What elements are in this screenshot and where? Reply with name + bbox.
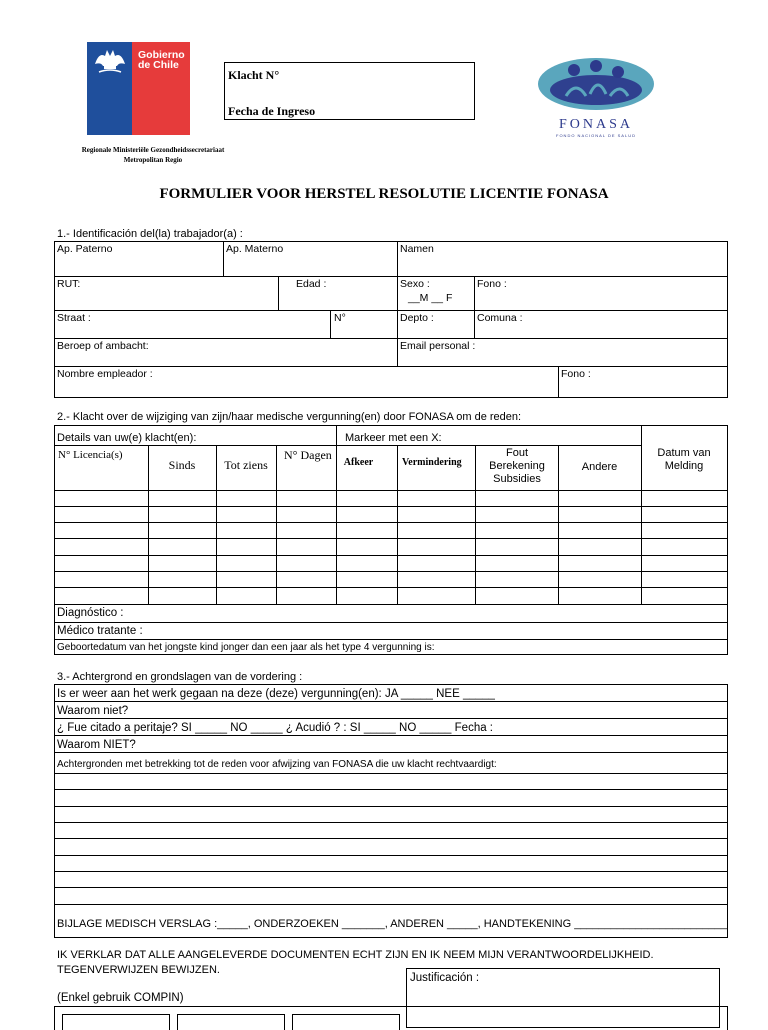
section-2-heading: 2.- Klacht over de wijziging van zijn/haar medische vergunning(en) door FONASA om de reden: bbox=[57, 411, 522, 423]
id-row-line bbox=[54, 366, 728, 367]
entry-date-label: Fecha de Ingreso bbox=[228, 104, 316, 118]
fonasa-name: FONASA bbox=[558, 117, 633, 132]
declaration-line-2: TEGENVERWIJZEN BEWIJZEN. bbox=[57, 964, 220, 976]
bg-line bbox=[54, 904, 728, 905]
id-col-line bbox=[558, 366, 559, 398]
complaint-row-line bbox=[54, 571, 728, 572]
peritaje-question[interactable]: ¿ Fue citado a peritaje? SI _____ NO _____ ¿ Acudió ? : SI _____ NO _____ Fecha : bbox=[57, 722, 493, 734]
comuna-field[interactable]: Comuna : bbox=[477, 312, 523, 324]
bijlage-line[interactable]: BIJLAGE MEDISCH VERSLAG :_____, ONDERZOEKEN _______, ANDEREN _____, HANDTEKENING _________________________ bbox=[57, 918, 728, 930]
fonasa-logo bbox=[536, 56, 656, 138]
compin-field-3[interactable] bbox=[292, 1014, 400, 1030]
bg-line bbox=[54, 752, 728, 753]
email-field[interactable]: Email personal : bbox=[400, 340, 476, 352]
gobierno-de-chile-logo bbox=[87, 42, 190, 135]
sexo-field[interactable]: Sexo : bbox=[400, 278, 430, 290]
bg-line bbox=[54, 887, 728, 888]
beroep-field[interactable]: Beroep of ambacht: bbox=[57, 340, 149, 352]
col-afkeer: Afkeer bbox=[343, 457, 374, 468]
complaint-row-line bbox=[54, 555, 728, 556]
id-row-line bbox=[54, 338, 728, 339]
col-fout: Fout Berekening Subsidies bbox=[489, 447, 545, 485]
namen-field[interactable]: Namen bbox=[400, 243, 434, 255]
col-melding: Datum van Melding bbox=[657, 447, 711, 472]
bg-line bbox=[54, 871, 728, 872]
identification-table bbox=[54, 241, 728, 398]
bg-line bbox=[54, 855, 728, 856]
gobierno-logo-text: Gobierno de Chile bbox=[138, 49, 185, 71]
chile-crest-icon bbox=[91, 46, 129, 76]
claim-number-label: Klacht N° bbox=[228, 68, 280, 82]
col-andere: Andere bbox=[581, 461, 618, 473]
id-row-line bbox=[54, 310, 728, 311]
diagnostico-field[interactable]: Diagnóstico : bbox=[57, 607, 124, 619]
markeer-label: Markeer met een X: bbox=[345, 432, 442, 444]
col-dagen: N° Dagen bbox=[284, 448, 332, 462]
col-tot: Tot ziens bbox=[224, 458, 268, 472]
complaint-row-line bbox=[54, 587, 728, 588]
bg-line bbox=[54, 838, 728, 839]
complaint-line bbox=[54, 445, 641, 446]
compin-label: (Enkel gebruik COMPIN) bbox=[57, 992, 184, 1004]
id-col-line bbox=[278, 276, 279, 310]
achtergronden-label: Achtergronden met betrekking tot de reden voor afwijzing van FONASA die uw klacht rechtvaardigt: bbox=[57, 759, 497, 770]
col-vermindering: Vermindering bbox=[402, 457, 462, 468]
bg-line bbox=[54, 822, 728, 823]
form-title: FORMULIER VOOR HERSTEL RESOLUTIE LICENTIE FONASA bbox=[159, 186, 609, 202]
id-col-line bbox=[397, 338, 398, 366]
sexo-options[interactable]: __M __ F bbox=[408, 292, 453, 304]
rut-field[interactable]: RUT: bbox=[57, 278, 81, 290]
id-col-line bbox=[397, 276, 398, 310]
complaint-row-line bbox=[54, 639, 728, 640]
bg-line bbox=[54, 718, 728, 719]
complaint-col bbox=[397, 445, 398, 604]
complaint-line bbox=[641, 425, 642, 604]
complaint-row-line bbox=[54, 490, 728, 491]
region-line-1: Regionale Ministeriële Gezondheidssecretariaat bbox=[81, 146, 225, 154]
id-col-line bbox=[330, 310, 331, 338]
bg-line bbox=[54, 701, 728, 702]
werk-question[interactable]: Is er weer aan het werk gegaan na deze (deze) vergunning(en): JA _____ NEE _____ bbox=[57, 688, 495, 700]
fonasa-tagline: FONDO NACIONAL DE SALUD bbox=[556, 133, 636, 138]
complaint-row-line bbox=[54, 538, 728, 539]
id-col-line bbox=[223, 241, 224, 276]
numero-field[interactable]: N° bbox=[334, 312, 346, 324]
complaint-row-line bbox=[54, 622, 728, 623]
region-line-2: Metropolitan Regio bbox=[123, 156, 183, 164]
complaint-col bbox=[276, 445, 277, 604]
waarom-question[interactable]: Waarom niet? bbox=[57, 705, 129, 717]
depto-field[interactable]: Depto : bbox=[400, 312, 434, 324]
bg-line bbox=[54, 735, 728, 736]
medico-field[interactable]: Médico tratante : bbox=[57, 625, 143, 637]
col-licencias: N° Licencia(s) bbox=[58, 449, 123, 461]
bg-line bbox=[54, 773, 728, 774]
complaint-row-line bbox=[54, 604, 728, 605]
justificacion-label: Justificación : bbox=[410, 972, 480, 984]
declaration-line-1: IK VERKLAR DAT ALLE AANGELEVERDE DOCUMENTEN ECHT ZIJN EN IK NEEM MIJN VERANTWOORDELIJKHEID. bbox=[57, 949, 654, 961]
id-col-line bbox=[474, 310, 475, 338]
fono-empleador-field[interactable]: Fono : bbox=[561, 368, 591, 380]
id-row-line bbox=[54, 276, 728, 277]
claim-box bbox=[224, 62, 475, 120]
details-label: Details van uw(e) klacht(en): bbox=[57, 432, 197, 444]
col-sinds: Sinds bbox=[168, 458, 196, 472]
complaint-col bbox=[475, 445, 476, 604]
geboorte-field[interactable]: Geboortedatum van het jongste kind jonger dan een jaar als het type 4 vergunning is: bbox=[57, 642, 435, 653]
complaint-line bbox=[336, 425, 337, 445]
edad-field[interactable]: Edad : bbox=[296, 278, 327, 290]
id-col-line bbox=[397, 241, 398, 276]
compin-field-1[interactable] bbox=[62, 1014, 170, 1030]
complaint-row-line bbox=[54, 506, 728, 507]
bg-line bbox=[54, 789, 728, 790]
waarom-niet-question[interactable]: Waarom NIET? bbox=[57, 739, 136, 751]
fonasa-family-icon bbox=[536, 56, 656, 112]
section-1-heading: 1.- Identificación del(la) trabajador(a) : bbox=[57, 228, 243, 240]
fono-field[interactable]: Fono : bbox=[477, 278, 507, 290]
section-3-heading: 3.- Achtergrond en grondslagen van de vordering : bbox=[57, 671, 303, 683]
ap-materno-field[interactable]: Ap. Materno bbox=[226, 243, 284, 255]
straat-field[interactable]: Straat : bbox=[57, 312, 91, 324]
region-subheading bbox=[58, 145, 248, 165]
compin-field-2[interactable] bbox=[177, 1014, 285, 1030]
empleador-field[interactable]: Nombre empleador : bbox=[57, 368, 153, 380]
id-col-line bbox=[397, 310, 398, 338]
ap-paterno-field[interactable]: Ap. Paterno bbox=[57, 243, 113, 255]
complaint-row-line bbox=[54, 522, 728, 523]
bg-line bbox=[54, 806, 728, 807]
id-col-line bbox=[474, 276, 475, 310]
